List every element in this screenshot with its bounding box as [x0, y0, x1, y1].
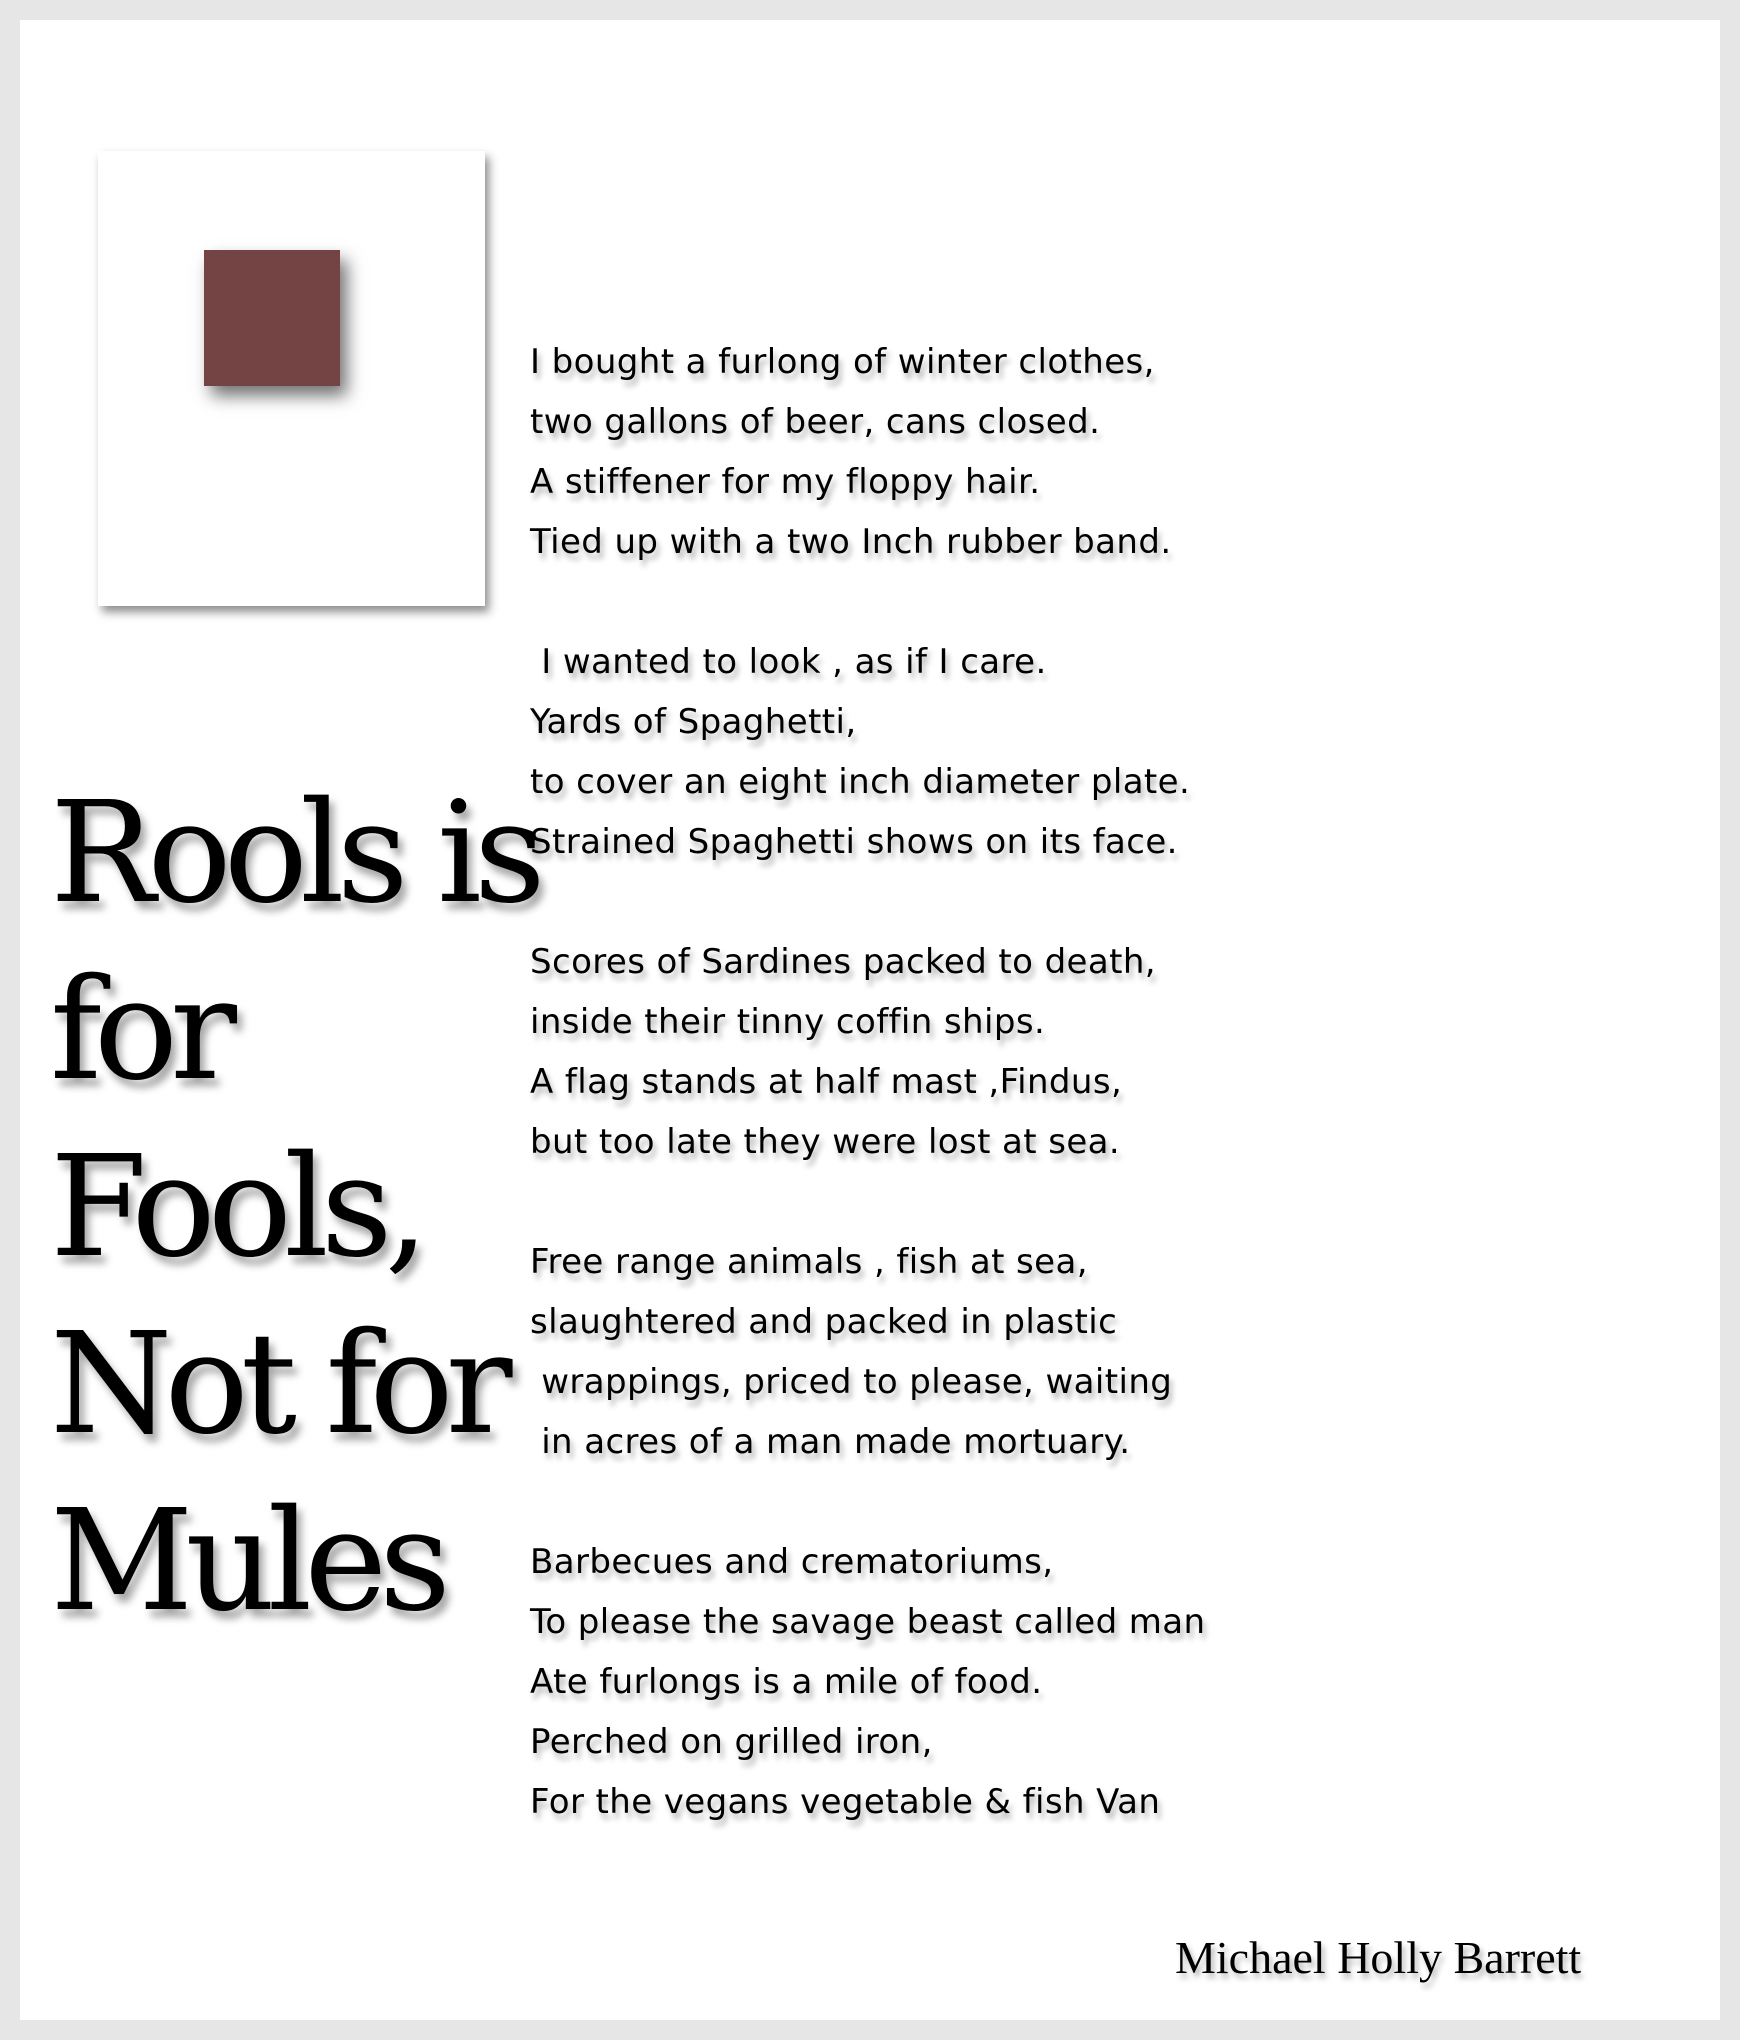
poem-line: Strained Spaghetti shows on its face.	[530, 822, 1178, 862]
title-line: Rools is	[50, 772, 538, 935]
author-signature: Michael Holly Barrett	[1175, 1932, 1582, 1983]
poem-line: inside their tinny coffin ships.	[530, 1002, 1046, 1042]
stanza-5	[530, 1532, 1290, 1832]
decorative-image-card	[98, 151, 485, 606]
title-line: Mules	[50, 1480, 443, 1643]
poem-line: Yards of Spaghetti,	[530, 702, 857, 742]
poem-title	[50, 765, 570, 1650]
poem-line: but too late they were lost at sea.	[530, 1122, 1121, 1162]
poem-line: A stiffener for my floppy hair.	[530, 462, 1041, 502]
title-line: for	[50, 949, 230, 1112]
title-line: Fools,	[50, 1126, 422, 1289]
title-line: Not for	[50, 1303, 505, 1466]
poem-line: two gallons of beer, cans closed.	[530, 402, 1101, 442]
poem-line: in acres of a man made mortuary.	[530, 1422, 1131, 1462]
poem-line: wrappings, priced to please, waiting	[530, 1362, 1173, 1402]
poem-line: slaughtered and packed in plastic	[530, 1302, 1118, 1342]
stanza-3	[530, 932, 1290, 1172]
poem-body	[530, 332, 1290, 1892]
poem-line: I wanted to look , as if I care.	[530, 642, 1047, 682]
poem-line: to cover an eight inch diameter plate.	[530, 762, 1191, 802]
poem-page	[20, 20, 1720, 2020]
poem-line: Free range animals , fish at sea,	[530, 1242, 1088, 1282]
stanza-4	[530, 1232, 1290, 1472]
poem-line: Scores of Sardines packed to death,	[530, 942, 1156, 982]
poem-line: Tied up with a two Inch rubber band.	[530, 522, 1172, 562]
stanza-2	[530, 632, 1290, 872]
poem-line: Barbecues and crematoriums,	[530, 1542, 1054, 1582]
maroon-square-graphic	[204, 250, 340, 386]
stanza-1	[530, 332, 1290, 572]
poem-line: Perched on grilled iron,	[530, 1722, 933, 1762]
poem-line: For the vegans vegetable & fish Van	[530, 1782, 1161, 1822]
poem-line: To please the savage beast called man	[530, 1602, 1206, 1642]
poem-line: A flag stands at half mast ,Findus,	[530, 1062, 1123, 1102]
poem-line: Ate furlongs is a mile of food.	[530, 1662, 1043, 1702]
poem-line: I bought a furlong of winter clothes,	[530, 342, 1155, 382]
